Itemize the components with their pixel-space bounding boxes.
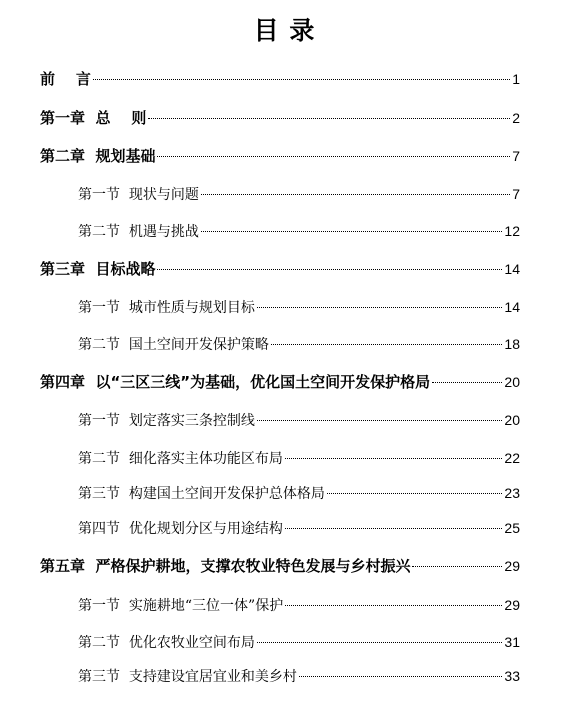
toc-entry[interactable]	[78, 332, 520, 356]
toc-entry[interactable]	[78, 408, 520, 432]
toc-entry[interactable]	[78, 446, 520, 470]
toc-entry-label: 第二章 规划基础	[40, 147, 156, 165]
dot-leader	[201, 194, 510, 195]
toc-page-number: 31	[504, 634, 520, 650]
toc-page-number: 14	[504, 261, 520, 277]
toc-page-number: 33	[504, 668, 520, 684]
toc-entry[interactable]	[40, 370, 520, 394]
dot-leader	[285, 528, 503, 529]
toc-page-number: 14	[504, 299, 520, 315]
toc-page-number: 22	[504, 450, 520, 466]
dot-leader	[257, 307, 503, 308]
toc-entry[interactable]	[78, 295, 520, 319]
toc-page-number: 23	[504, 485, 520, 501]
toc-entry[interactable]	[40, 257, 520, 281]
toc-entry-label: 第一节 划定落实三条控制线	[78, 413, 255, 429]
dot-leader	[285, 605, 502, 606]
page-title: 目 录	[253, 16, 316, 45]
dot-leader	[285, 458, 503, 459]
toc-entry-label: 第三节 构建国土空间开发保护总体格局	[78, 486, 325, 502]
toc-entry-label: 前 言	[40, 70, 91, 88]
toc-entry[interactable]	[78, 593, 520, 617]
dot-leader	[299, 676, 503, 677]
dot-leader	[412, 566, 502, 567]
toc-page-number: 29	[504, 558, 520, 574]
toc-entry-label: 第一节 城市性质与规划目标	[78, 300, 255, 316]
toc-entry[interactable]	[40, 144, 520, 168]
toc-entry-label: 第二节 细化落实主体功能区布局	[78, 451, 283, 467]
toc-entry[interactable]	[78, 630, 520, 654]
dot-leader	[432, 382, 502, 383]
toc-page-number: 12	[504, 223, 520, 239]
dot-leader	[157, 269, 502, 270]
toc-page-number: 1	[512, 71, 520, 87]
toc-entry-label: 第三章 目标战略	[40, 260, 156, 278]
toc-entry[interactable]	[78, 219, 520, 243]
toc-page-number: 7	[512, 148, 520, 164]
toc-entry[interactable]	[78, 516, 520, 540]
dot-leader	[257, 420, 503, 421]
toc-page-number: 7	[512, 186, 520, 202]
toc-entry[interactable]	[40, 106, 520, 130]
toc-entry-label: 第三节 支持建设宜居宜业和美乡村	[78, 669, 297, 685]
dot-leader	[93, 79, 510, 80]
dot-leader	[327, 493, 503, 494]
toc-entry-label: 第一节 现状与问题	[78, 187, 199, 203]
dot-leader	[157, 156, 510, 157]
toc-entry[interactable]	[78, 481, 520, 505]
toc-entry-label: 第二节 优化农牧业空间布局	[78, 635, 255, 651]
dot-leader	[201, 231, 503, 232]
toc-entry-label: 第五章 严格保护耕地，支撑农牧业特色发展与乡村振兴	[40, 557, 411, 575]
toc-entry-label: 第一章 总 则	[40, 109, 147, 127]
toc-entry[interactable]	[78, 664, 520, 688]
toc-entry[interactable]	[40, 554, 520, 578]
toc-entry-label: 第二节 机遇与挑战	[78, 224, 199, 240]
toc-page-number: 18	[504, 336, 520, 352]
toc-page-number: 29	[504, 597, 520, 613]
toc-entry[interactable]	[78, 182, 520, 206]
toc-page-number: 20	[504, 412, 520, 428]
dot-leader	[271, 344, 503, 345]
toc-page-number: 20	[504, 374, 520, 390]
toc-entry-label: 第四章 以“三区三线”为基础，优化国土空间开发保护格局	[40, 373, 431, 391]
toc-entry[interactable]	[40, 67, 520, 91]
toc-page-number: 25	[504, 520, 520, 536]
dot-leader	[148, 118, 510, 119]
toc-page-number: 2	[512, 110, 520, 126]
toc-entry-label: 第二节 国土空间开发保护策略	[78, 337, 269, 353]
toc-entry-label: 第四节 优化规划分区与用途结构	[78, 521, 283, 537]
dot-leader	[257, 642, 503, 643]
toc-entry-label: 第一节 实施耕地“三位一体”保护	[78, 598, 284, 614]
